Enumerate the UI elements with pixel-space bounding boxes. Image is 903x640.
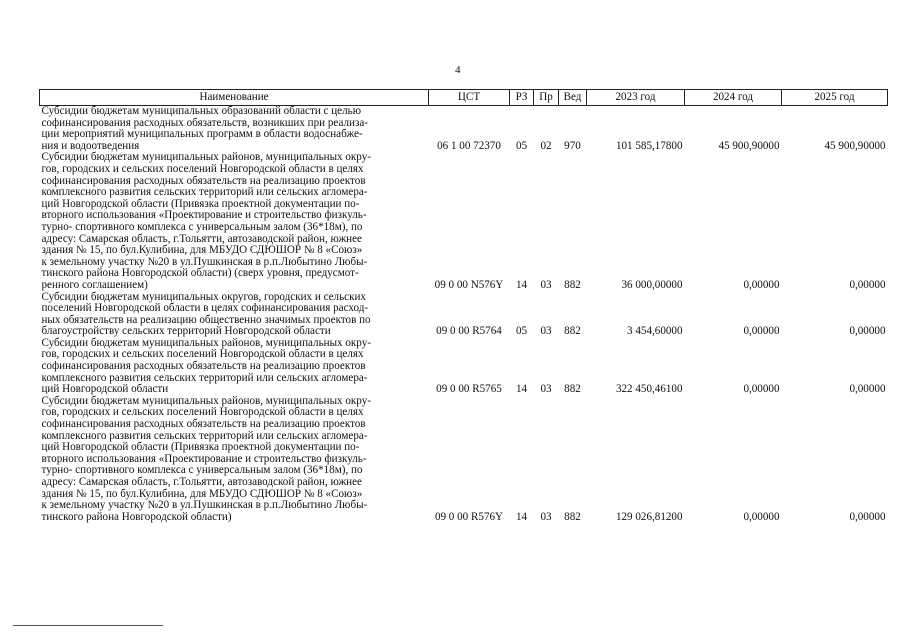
ved-cell: 970 [564, 139, 581, 152]
ved-cell: 882 [564, 383, 581, 396]
cst-cell: 09 0 00 R576Y [434, 510, 504, 523]
cst-cell: 06 1 00 72370 [437, 139, 501, 152]
name-cell [40, 292, 429, 338]
name-line: турно- спортивного комплекса с универсальным залом (36*18м), по [41, 464, 363, 477]
table-row [40, 292, 888, 338]
name-line: вторного использования «Проектирование и строительство физкуль- [41, 452, 367, 465]
pr-cell: 03 [540, 325, 552, 338]
name-line: ния и водоотведения [41, 139, 140, 152]
name-line: к земельному участку №20 в ул.Пушкинская в р.п.Любытино Любы- [41, 255, 368, 268]
budget-table [39, 89, 888, 523]
amount-2023-cell: 3 454,60000 [627, 325, 683, 338]
rz-cell: 14 [515, 383, 528, 396]
name-line: ций Новгородской области (Привязка проектной документации по- [41, 441, 360, 454]
name-line: гов, городских и сельских поселений Новгородской области в целях [41, 348, 364, 361]
pr-cell: 02 [540, 139, 552, 152]
footnote-divider [13, 625, 163, 626]
name-line: Субсидии бюджетам муниципальных районов, муниципальных окру- [41, 336, 371, 349]
rz-cell: 05 [515, 325, 528, 338]
pr-cell: 03 [540, 278, 552, 291]
rz-cell: 14 [515, 278, 528, 291]
name-line: гов, городских и сельских поселений Новгородской области в целях [41, 406, 364, 419]
name-line: Субсидии бюджетам муниципальных районов, муниципальных окру- [41, 151, 371, 164]
table-row [40, 152, 888, 291]
name-line: софинансирования расходных обязательств на реализацию проектов [41, 418, 366, 431]
name-line: софинансирования расходных обязательств на реализацию проектов [41, 360, 366, 373]
name-line: тинского района Новгородской области) (сверх уровня, предусмот- [41, 267, 359, 280]
name-cell [40, 338, 429, 396]
amount-2023-cell: 129 026,81200 [615, 510, 683, 523]
header-2023: 2023 год [587, 90, 685, 106]
name-line: софинансирования расходных обязательств на реализацию проектов [41, 174, 366, 187]
rz-cell: 05 [515, 139, 528, 152]
table-header-row [40, 90, 888, 106]
name-line: поселений Новгородской области в целях софинансирования расход- [41, 302, 369, 315]
name-cell [40, 106, 429, 153]
name-line: ренного соглашением) [41, 278, 148, 291]
name-line: турно- спортивного комплекса с универсальным залом (36*18м), по [41, 220, 363, 233]
name-line: Субсидии бюджетам муниципальных округов, городских и сельских [41, 290, 366, 303]
table-row [40, 396, 888, 524]
name-line: адресу: Самарская область, г.Тольятти, автозаводской район, южнее [41, 232, 362, 245]
name-line: гов, городских и сельских поселений Новгородской области в целях [41, 162, 364, 175]
table-row [40, 106, 888, 153]
name-line: здания № 15, по бул.Кулибина, для МБУДО СДЮШОР № 8 «Союз» [41, 487, 363, 500]
name-line: ций Новгородской области (Привязка проектной документации по- [41, 197, 360, 210]
amount-2025-cell: 0,00000 [849, 325, 886, 338]
header-rz: РЗ [510, 90, 534, 106]
cst-cell: 09 0 00 N576Y [434, 278, 504, 291]
name-line: комплексного развития сельских территорий или сельских агломера- [41, 186, 368, 199]
name-line: Субсидии бюджетам муниципальных образований области с целью [41, 105, 361, 117]
pr-cell: 03 [540, 383, 552, 396]
page-number: 4 [455, 64, 461, 76]
ved-cell: 882 [564, 325, 581, 338]
name-cell [40, 396, 429, 524]
amount-2025-cell: 0,00000 [849, 278, 886, 291]
name-line: адресу: Самарская область, г.Тольятти, автозаводской район, южнее [41, 476, 362, 488]
name-line: Субсидии бюджетам муниципальных районов, муниципальных окру- [41, 394, 371, 407]
name-line: вторного использования «Проектирование и строительство физкуль- [41, 209, 367, 222]
cst-cell: 09 0 00 R5765 [436, 383, 502, 396]
name-line: ций Новгородской области [41, 383, 169, 396]
amount-2025-cell: 0,00000 [849, 510, 886, 523]
table-row [40, 338, 888, 396]
name-line: к земельному участку №20 в ул.Пушкинская в р.п.Любытино Любы- [41, 499, 368, 512]
name-cell [40, 152, 429, 291]
amount-2023-cell: 36 000,00000 [621, 278, 683, 291]
amount-2024-cell: 0,00000 [743, 278, 780, 291]
amount-2025-cell: 0,00000 [849, 383, 886, 396]
name-line: здания № 15, по бул.Кулибина, для МБУДО СДЮШОР № 8 «Союз» [41, 244, 363, 257]
ved-cell: 882 [564, 510, 581, 523]
name-line: комплексного развития сельских территорий или сельских агломера- [41, 429, 368, 442]
header-2024: 2024 год [685, 90, 782, 106]
header-cst: ЦСТ [429, 90, 510, 106]
header-name: Наименование [40, 90, 429, 106]
cst-cell: 09 0 00 R5764 [436, 325, 502, 338]
amount-2024-cell: 0,00000 [743, 383, 780, 396]
amount-2025-cell: 45 900,90000 [824, 139, 886, 152]
pr-cell: 03 [540, 510, 552, 523]
header-2025: 2025 год [782, 90, 888, 106]
amount-2024-cell: 0,00000 [743, 510, 780, 523]
amount-2024-cell: 45 900,90000 [718, 139, 780, 152]
header-pr: Пр [534, 90, 559, 106]
ved-cell: 882 [564, 278, 581, 291]
name-line: комплексного развития сельских территорий или сельских агломера- [41, 371, 368, 384]
amount-2024-cell: 0,00000 [743, 325, 780, 338]
name-line: благоустройству сельских территорий Новгородской области [41, 325, 331, 338]
name-line: ных обязательств на реализацию общественно значимых проектов по [41, 313, 371, 326]
name-line: софинансирования расходных обязательств, возникших при реализа- [41, 116, 368, 129]
amount-2023-cell: 101 585,17800 [615, 139, 683, 152]
amount-2023-cell: 322 450,46100 [615, 383, 683, 396]
header-ved: Вед [559, 90, 587, 106]
rz-cell: 14 [515, 510, 528, 523]
name-line: тинского района Новгородской области) [41, 510, 232, 523]
name-line: ции мероприятий муниципальных программ в области водоснабже- [41, 128, 363, 141]
